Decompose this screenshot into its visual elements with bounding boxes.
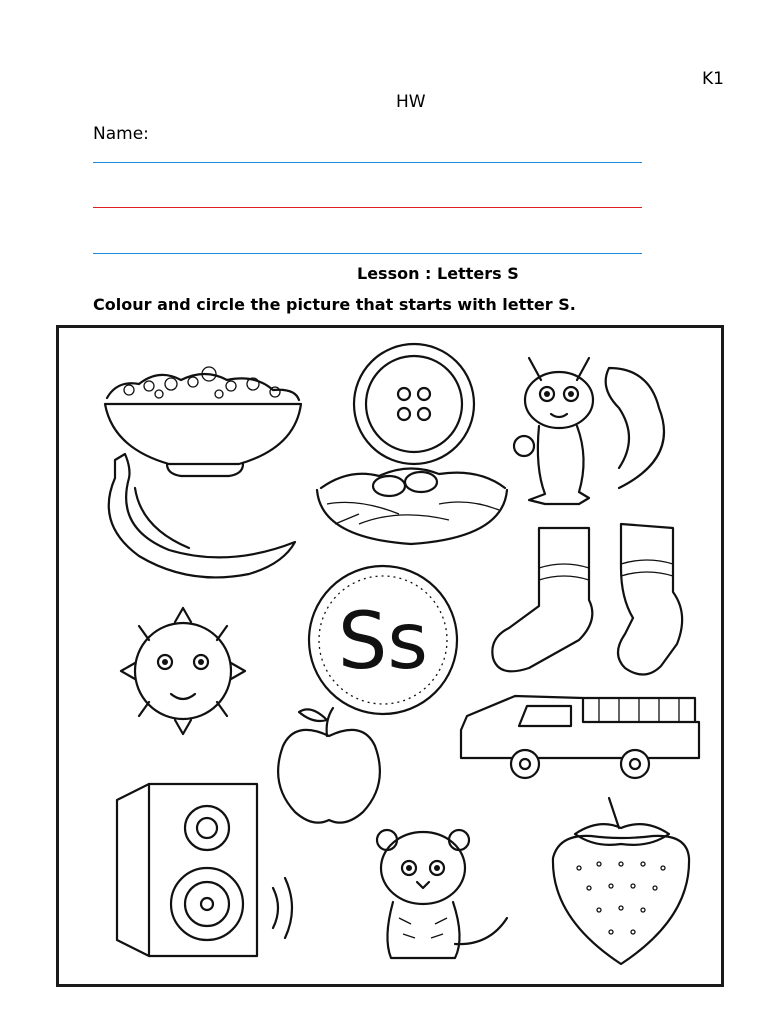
sun-picture[interactable]: [121, 608, 245, 734]
homework-label: HW: [396, 92, 426, 112]
cereal-bowl-picture[interactable]: [105, 367, 301, 476]
tiger-picture[interactable]: [377, 830, 507, 958]
writing-line-bottom[interactable]: [93, 253, 642, 254]
squirrel-picture[interactable]: [514, 358, 664, 504]
grade-label: K1: [702, 69, 724, 89]
speaker-picture[interactable]: [117, 784, 292, 956]
center-letters: Ss: [337, 597, 429, 687]
socks-picture[interactable]: [492, 524, 682, 675]
nest-picture[interactable]: [317, 468, 507, 544]
writing-line-middle[interactable]: [93, 207, 642, 208]
strawberry-picture[interactable]: [553, 798, 689, 964]
worksheet-frame: [56, 325, 724, 987]
ss-badge[interactable]: [309, 566, 457, 714]
name-label: Name:: [93, 124, 149, 144]
writing-line-top[interactable]: [93, 162, 642, 163]
banana-picture[interactable]: [109, 454, 295, 577]
instruction-text: Colour and circle the picture that starts with letter S.: [93, 295, 576, 314]
apple-picture[interactable]: [278, 708, 380, 823]
button-picture[interactable]: [354, 344, 474, 464]
truck-picture[interactable]: [461, 696, 699, 778]
lesson-title: Lesson : Letters S: [357, 264, 519, 283]
worksheet-pictures: [59, 328, 721, 984]
